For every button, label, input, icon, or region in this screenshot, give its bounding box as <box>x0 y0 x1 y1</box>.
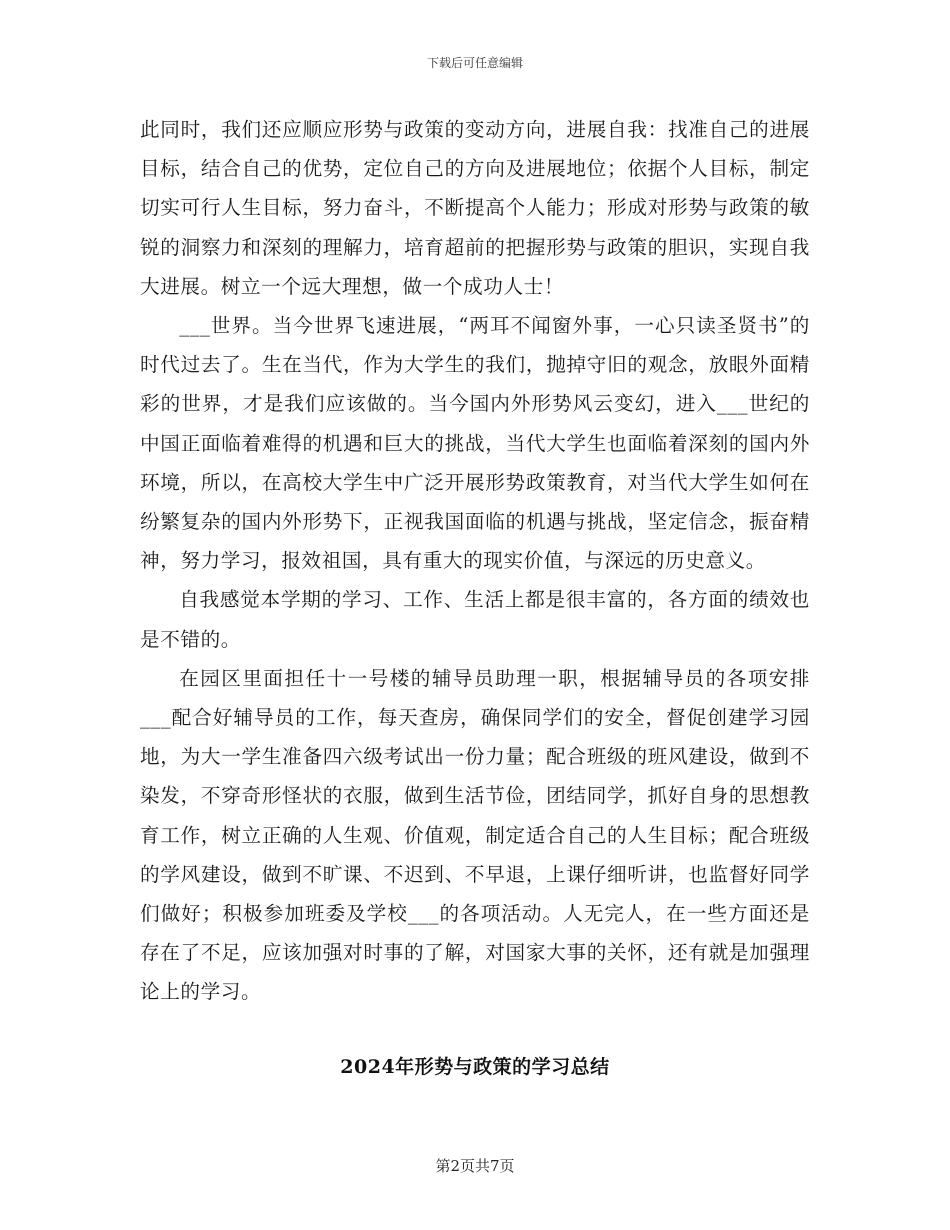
paragraph: 自我感觉本学期的学习、工作、生活上都是很丰富的，各方面的绩效也是不错的。 <box>140 588 810 651</box>
paragraph: ___世界。当今世界飞速进展，“两耳不闻窗外事，一心只读圣贤书”的时代过去了。生在当代，作为大学生的我们，抛掉守旧的观念，放眼外面精彩的世界，才是我们应该做的。当今国内外形势风云变幻，进入___世纪的中国正面临着难得的机遇和巨大的挑战，当代大学生也面临着深刻的国内外环境，所以，在高校大学生中广泛开展形势政策教育，对当代大学生如何在纷繁复杂的国内外形势下，正视我国面临的机遇与挑战，坚定信念，振奋精神，努力学习，报效祖国，具有重大的现实价值，与深远的历史意义。 <box>140 314 810 573</box>
paragraph: 此同时，我们还应顺应形势与政策的变动方向，进展自我：找准自己的进展目标，结合自己的优势，定位自己的方向及进展地位；依据个人目标，制定切实可行人生目标，努力奋斗，不断提高个人能力；形成对形势与政策的敏锐的洞察力和深刻的理解力，培育超前的把握形势与政策的胆识，实现自我大进展。树立一个远大理想，做一个成功人士！ <box>140 118 810 298</box>
section-title: 2024年形势与政策的学习总结 <box>340 1056 610 1078</box>
paragraph: 在园区里面担任十一号楼的辅导员助理一职，根据辅导员的各项安排___配合好辅导员的工作，每天查房，确保同学们的安全，督促创建学习园地，为大一学生准备四六级考试出一份力量；配合班级的班风建设，做到不染发，不穿奇形怪状的衣服，做到生活节俭，团结同学，抓好自身的思想教育工作，树立正确的人生观、价值观，制定适合自己的人生目标；配合班级的学风建设，做到不旷课、不迟到、不早退，上课仔细听讲，也监督好同学们做好；积极参加班委及学校___的各项活动。人无完人，在一些方面还是存在了不足，应该加强对时事的了解，对国家大事的关怀，还有就是加强理论上的学习。 <box>140 666 810 1004</box>
document-body <box>140 110 810 1012</box>
page-number: 第2页共7页 <box>435 1157 515 1175</box>
page-header: 下载后可任意编辑 <box>426 56 523 70</box>
